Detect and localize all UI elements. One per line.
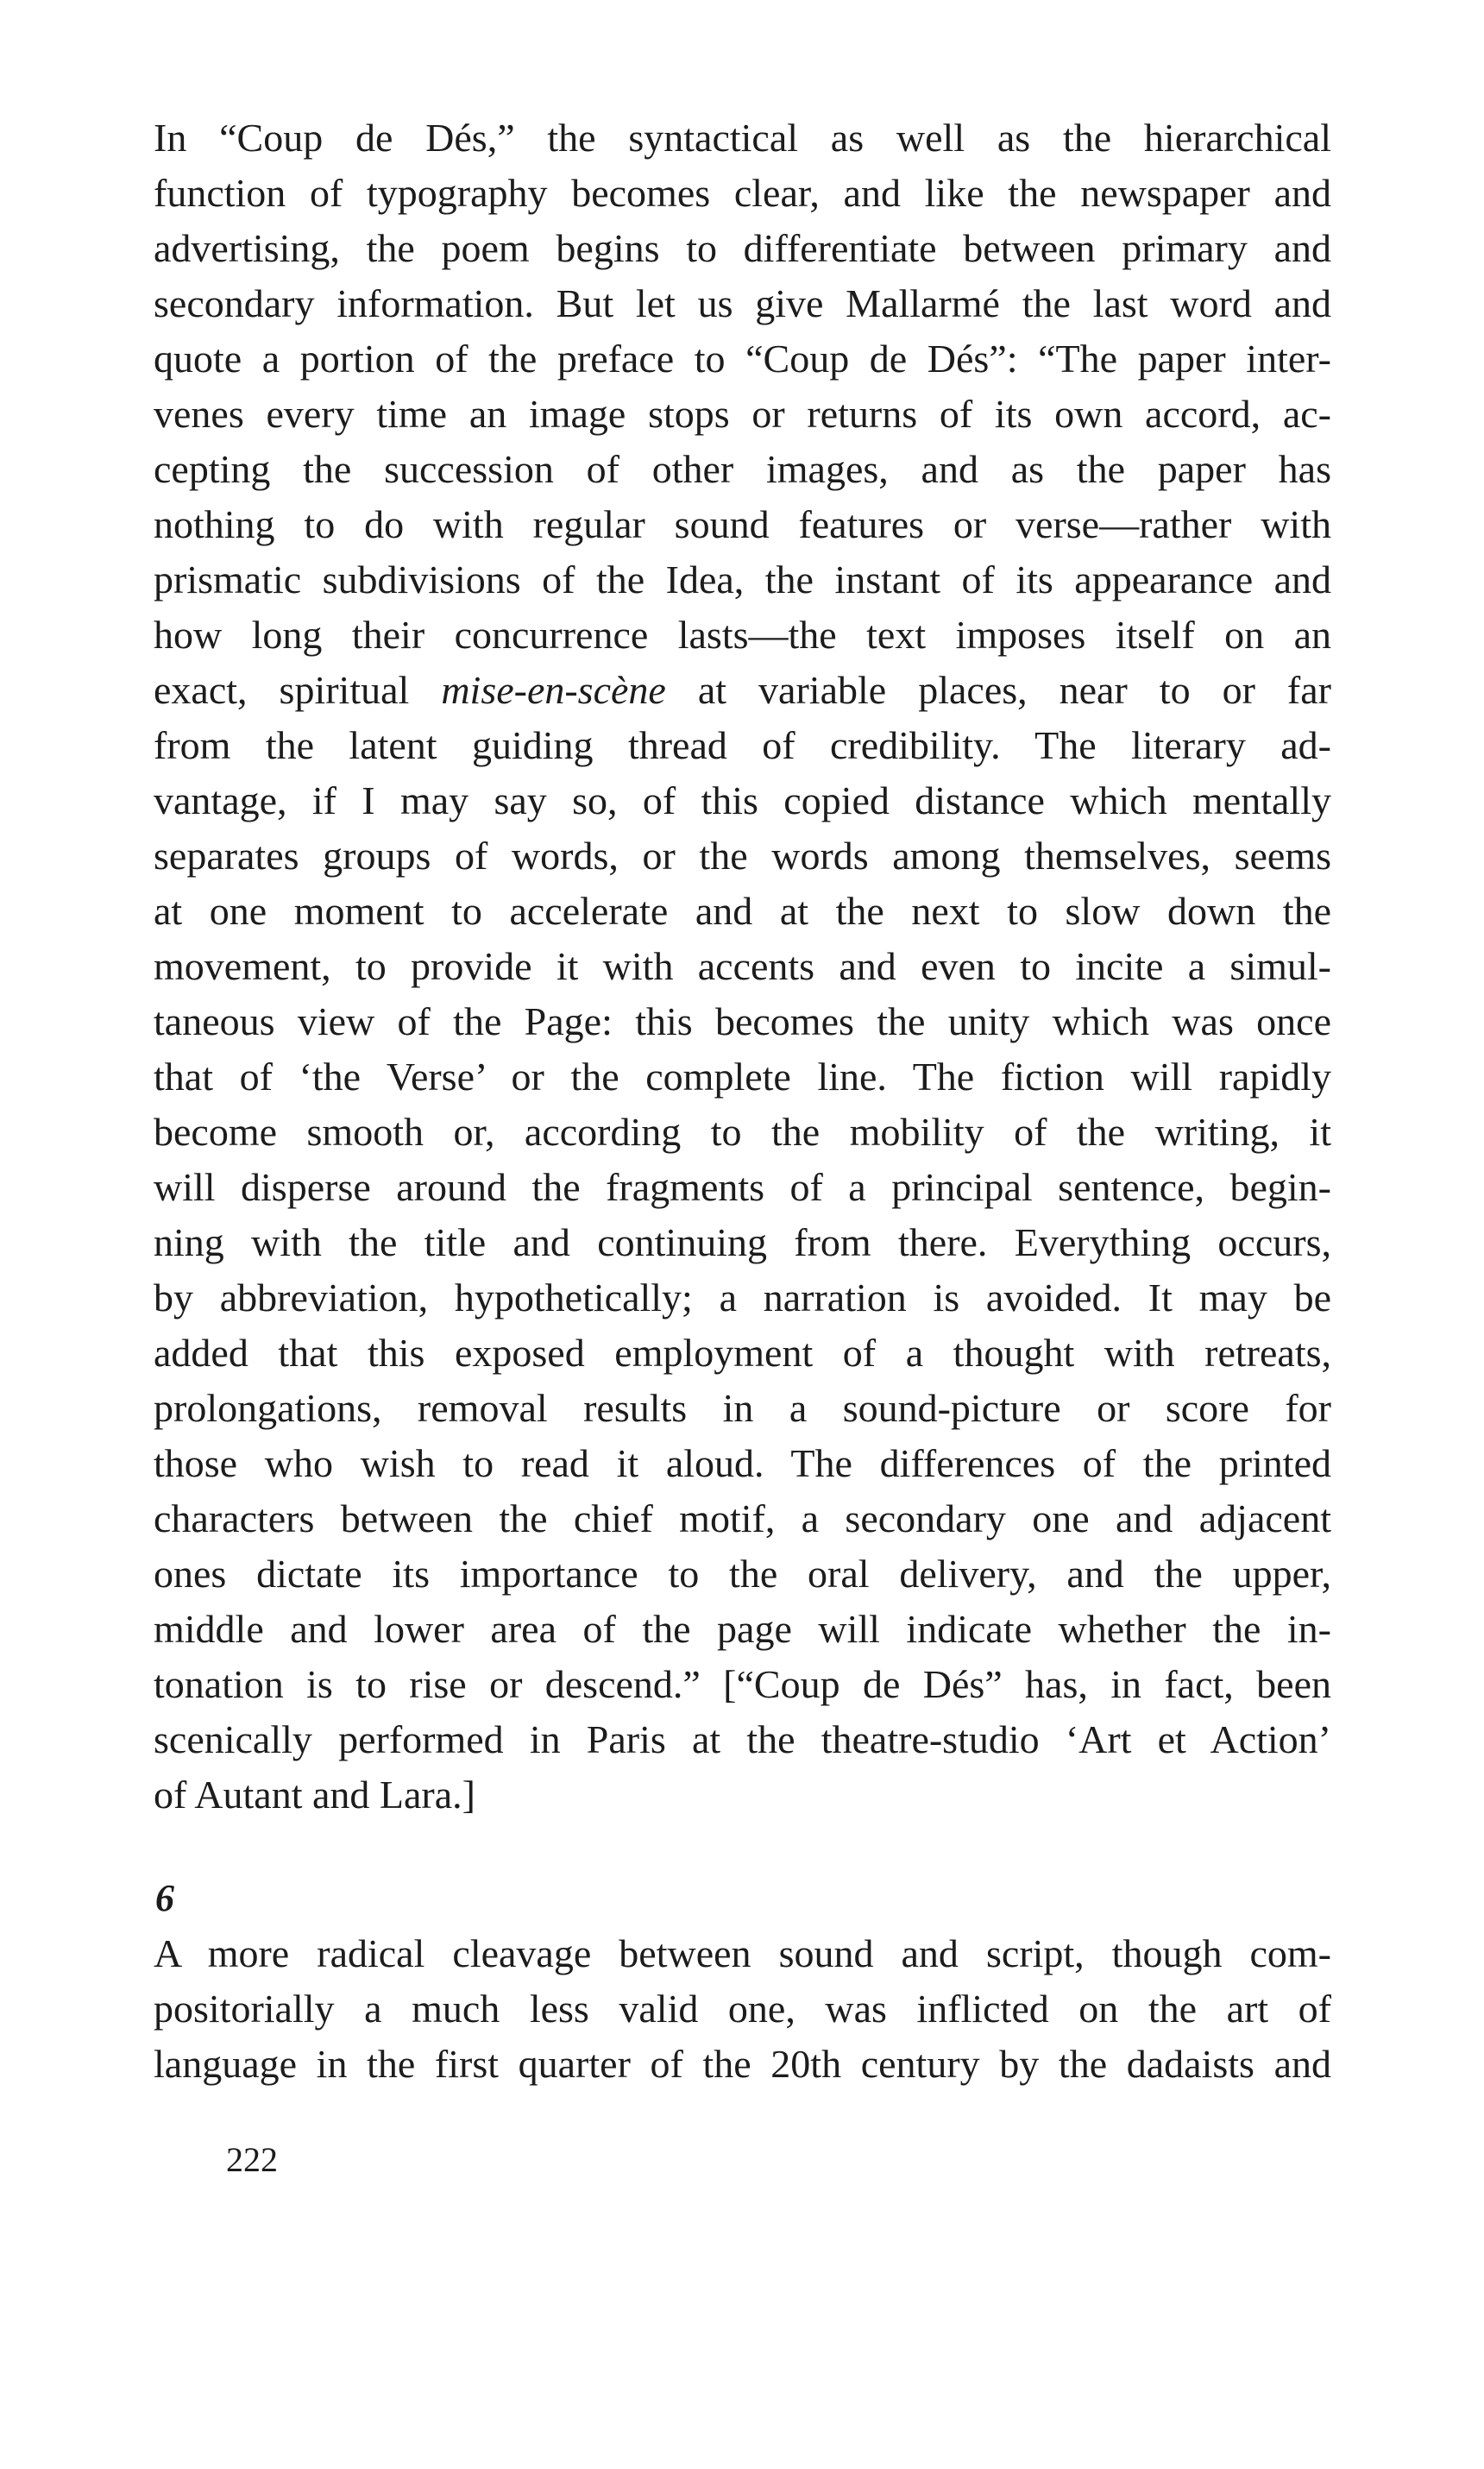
text-line: will disperse around the fragments of a principal sentence, begin- xyxy=(154,1165,1331,1209)
text-segment: at variable places, near to or far xyxy=(665,668,1331,712)
text-line: quote a portion of the preface to “Coup de Dés”: “The paper inter- xyxy=(154,337,1331,381)
text-line: secondary information. But let us give Mallarmé the last word and xyxy=(154,281,1331,325)
text-line: added that this exposed employment of a thought with retreats, xyxy=(154,1331,1331,1375)
text-line: from the latent guiding thread of credibility. The literary ad- xyxy=(154,723,1331,767)
text-line: become smooth or, according to the mobility of the writing, it xyxy=(154,1110,1331,1154)
text-line: advertising, the poem begins to differentiate between primary and xyxy=(154,226,1331,270)
text-line: language in the first quarter of the 20th century by the dadaists and xyxy=(154,2042,1331,2086)
text-line: ning with the title and continuing from there. Everything occurs, xyxy=(154,1220,1331,1264)
section-number: 6 xyxy=(155,1877,174,1919)
text-line: In “Coup de Dés,” the syntactical as well as the hierarchical xyxy=(154,116,1331,160)
text-line: vantage, if I may say so, of this copied distance which mentally xyxy=(154,778,1331,822)
text-line: at one moment to accelerate and at the next to slow down the xyxy=(154,889,1331,933)
text-line: venes every time an image stops or returns of its own accord, ac- xyxy=(154,392,1331,436)
text-line: tonation is to rise or descend.” [“Coup de Dés” has, in fact, been xyxy=(154,1662,1331,1706)
text-line: movement, to provide it with accents and even to incite a simul- xyxy=(154,944,1331,988)
text-line: that of ‘the Verse’ or the complete line. The fiction will rapidly xyxy=(154,1055,1331,1099)
text-line: A more radical cleavage between sound and script, though com- xyxy=(154,1931,1331,1975)
text-line: prolongations, removal results in a sound-picture or score for xyxy=(154,1386,1331,1430)
text-line: function of typography becomes clear, and like the newspaper and xyxy=(154,171,1331,215)
text-line: of Autant and Lara.] xyxy=(154,1773,475,1817)
text-line: by abbreviation, hypothetically; a narration is avoided. It may be xyxy=(154,1275,1331,1320)
text-line: separates groups of words, or the words among themselves, seems xyxy=(154,834,1331,878)
text-segment: exact, spiritual xyxy=(154,668,442,712)
text-line: cepting the succession of other images, and as the paper has xyxy=(154,447,1331,491)
text-line: scenically performed in Paris at the theatre-studio ‘Art et Action’ xyxy=(154,1717,1331,1761)
text-line: characters between the chief motif, a secondary one and adjacent xyxy=(154,1496,1331,1540)
text-line: positorially a much less valid one, was inflicted on the art of xyxy=(154,1987,1331,2031)
text-line: those who wish to read it aloud. The differences of the printed xyxy=(154,1441,1331,1485)
text-line xyxy=(154,663,1331,718)
text-line: prismatic subdivisions of the Idea, the instant of its appearance and xyxy=(154,557,1331,602)
text-line: nothing to do with regular sound features or verse—rather with xyxy=(154,502,1331,546)
text-line: how long their concurrence lasts—the text imposes itself on an xyxy=(154,613,1331,657)
italic-term: mise-en-scène xyxy=(441,668,666,712)
text-line: middle and lower area of the page will indicate whether the in- xyxy=(154,1607,1331,1651)
text-line: ones dictate its importance to the oral delivery, and the upper, xyxy=(154,1552,1331,1596)
text-line: taneous view of the Page: this becomes the unity which was once xyxy=(154,999,1331,1043)
page-number: 222 xyxy=(226,2140,278,2179)
